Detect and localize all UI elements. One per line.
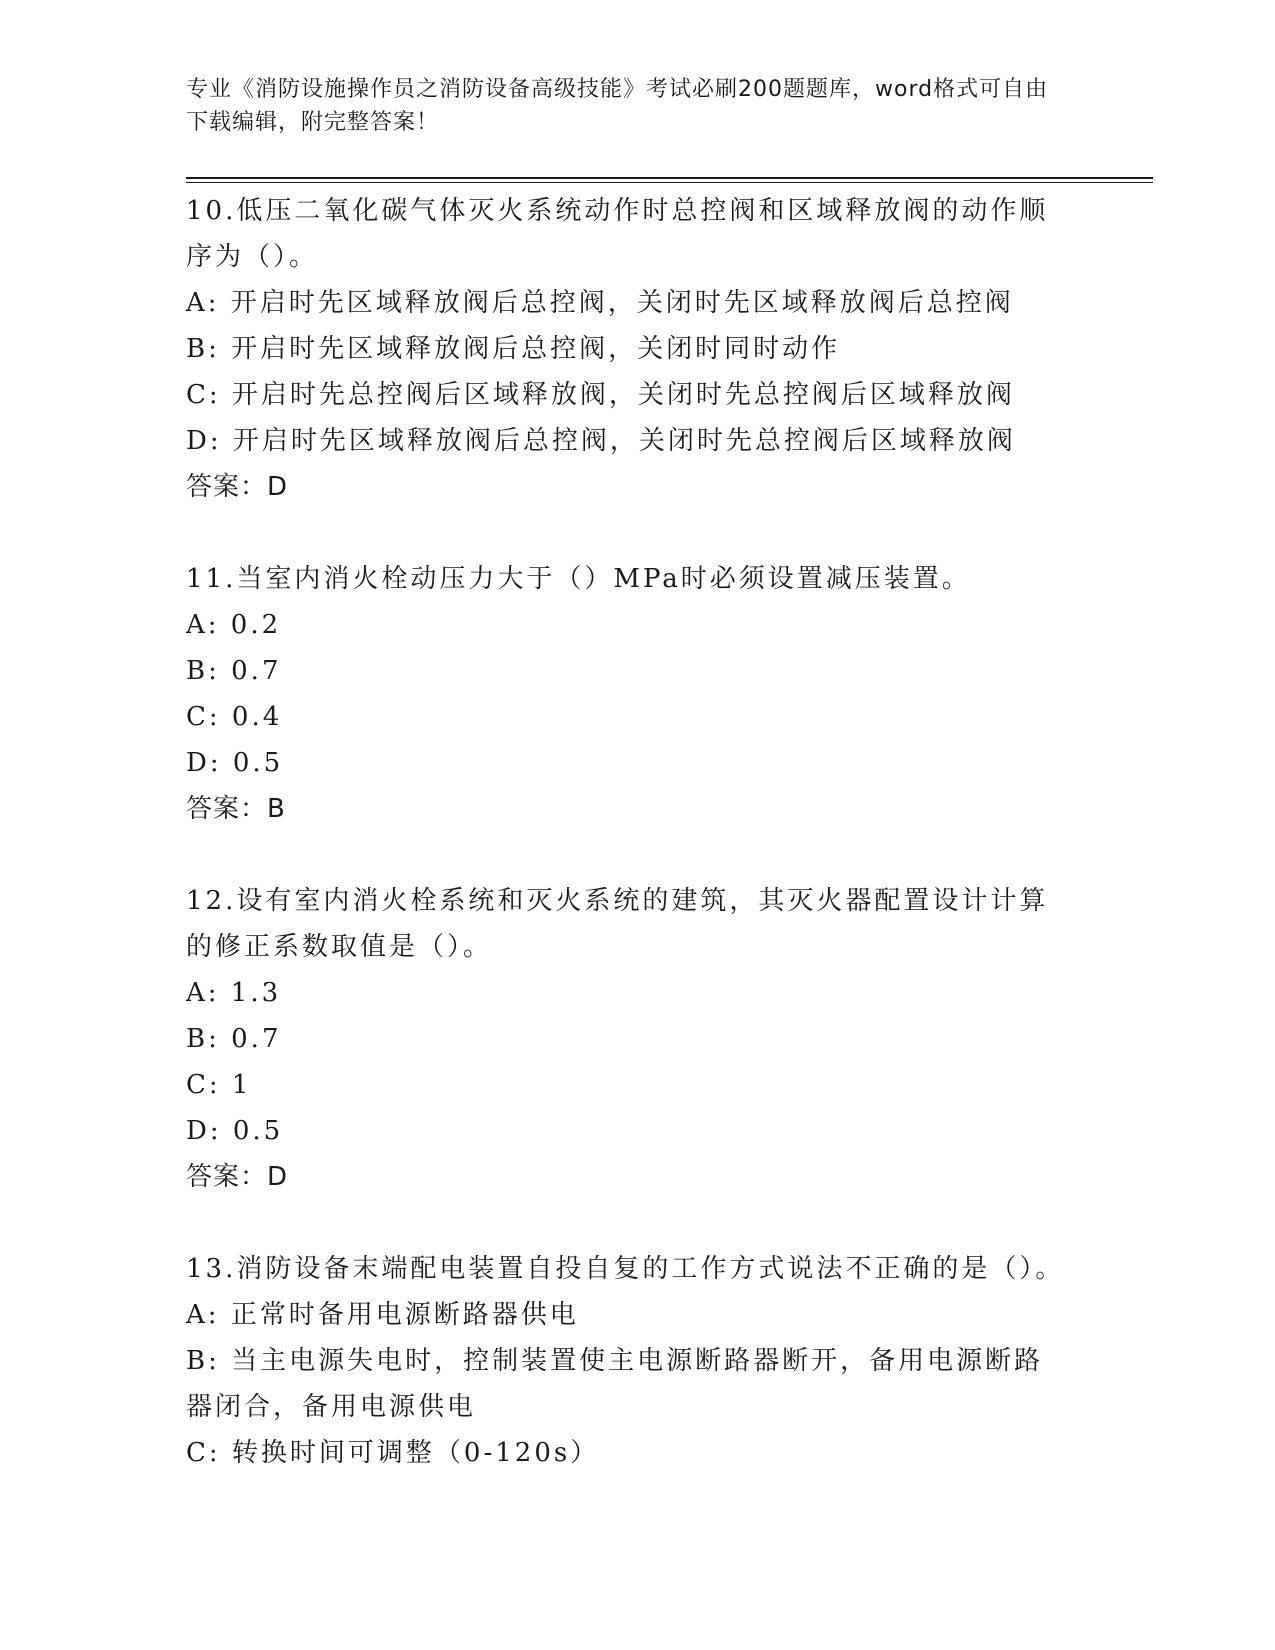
option-d: D: 0.5 xyxy=(186,748,284,778)
question-stem: 12.设有室内消火栓系统和灭火系统的建筑，其灭火器配置设计计算的修正系数取值是（）。 xyxy=(186,886,1049,962)
option-c: C: 开启时先总控阀后区域释放阀，关闭时先总控阀后区域释放阀 xyxy=(186,380,1015,410)
answer: 答案：D xyxy=(186,472,289,502)
option-c: C: 1 xyxy=(186,1070,252,1100)
option-d: D: 开启时先区域释放阀后总控阀，关闭时先总控阀后区域释放阀 xyxy=(186,426,1016,456)
question-10 xyxy=(186,188,1086,510)
question-11 xyxy=(186,556,1086,832)
question-stem: 11.当室内消火栓动压力大于（）MPa时必须设置减压装置。 xyxy=(186,564,971,594)
option-b: B: 开启时先区域释放阀后总控阀，关闭时同时动作 xyxy=(186,334,841,364)
question-stem: 10.低压二氧化碳气体灭火系统动作时总控阀和区域释放阀的动作顺序为（）。 xyxy=(186,196,1049,272)
option-a: A: 开启时先区域释放阀后总控阀，关闭时先区域释放阀后总控阀 xyxy=(186,288,1014,318)
answer: 答案：D xyxy=(186,1162,289,1192)
option-b: B: 0.7 xyxy=(186,656,282,686)
question-list xyxy=(186,188,1086,1522)
option-b: B: 0.7 xyxy=(186,1024,282,1054)
answer: 答案：B xyxy=(186,794,286,824)
option-a: A: 正常时备用电源断路器供电 xyxy=(186,1300,579,1330)
question-12 xyxy=(186,878,1086,1200)
header-divider-thick xyxy=(186,177,1153,179)
option-c: C: 0.4 xyxy=(186,702,283,732)
option-a: A: 1.3 xyxy=(186,978,282,1008)
header-divider-thin xyxy=(186,182,1153,183)
question-13 xyxy=(186,1246,1086,1476)
option-a: A: 0.2 xyxy=(186,610,282,640)
question-stem: 13.消防设备末端配电装置自投自复的工作方式说法不正确的是（）。 xyxy=(186,1254,1065,1284)
option-d: D: 0.5 xyxy=(186,1116,284,1146)
option-b: B: 当主电源失电时，控制装置使主电源断路器断开，备用电源断路器闭合，备用电源供电 xyxy=(186,1346,1044,1422)
page-header: 专业《消防设施操作员之消防设备高级技能》考试必刷200题题库，word格式可自由下载编辑，附完整答案！ xyxy=(186,77,1049,135)
option-c: C: 转换时间可调整（0-120s） xyxy=(186,1438,600,1468)
